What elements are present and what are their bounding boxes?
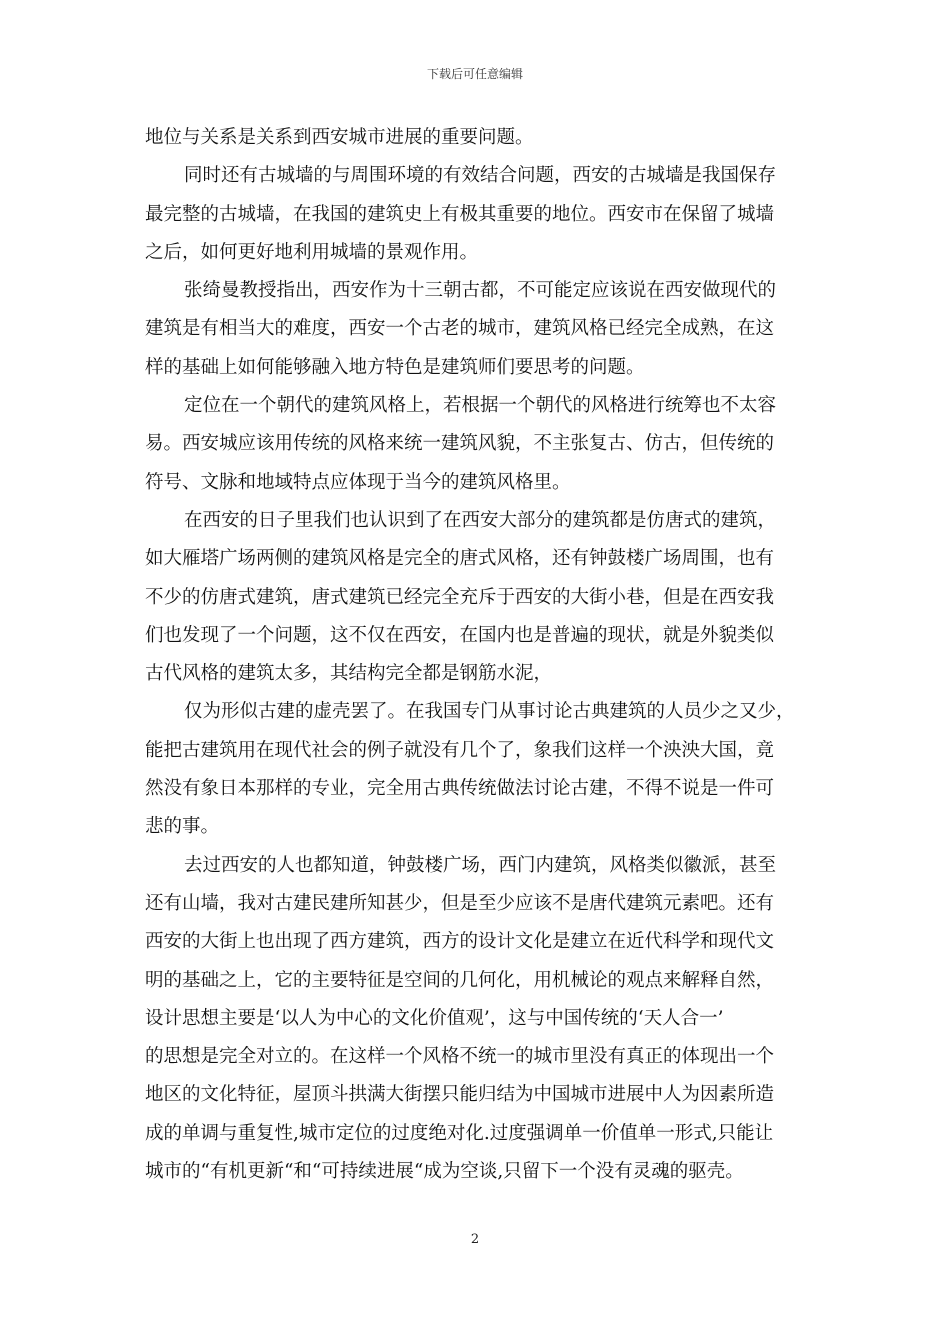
text-line: 地区的文化特征，屋顶斗拱满大街摆只能归结为中国城市进展中人为因素所造 xyxy=(145,1084,775,1106)
text-line: 设计思想主要是‘以人为中心的文化价值观’，这与中国传统的‘天人合一’ xyxy=(145,1007,724,1029)
page-number: 2 xyxy=(470,1232,480,1247)
text-line: 城市的“有机更新“和“可持续进展“成为空谈,只留下一个没有灵魂的驱壳。 xyxy=(145,1161,744,1183)
text-line: 西安的大街上也出现了西方建筑，西方的设计文化是建立在近代科学和现代文 xyxy=(145,931,775,953)
text-line: 之后，如何更好地利用城墙的景观作用。 xyxy=(145,241,479,263)
text-line: 古代风格的建筑太多，其结构完全都是钢筋水泥， xyxy=(145,663,553,685)
text-line: 然没有象日本那样的专业，完全用古典传统做法讨论古建，不得不说是一件可 xyxy=(145,778,775,800)
text-line: 成的单调与重复性,城市定位的过度绝对化.过度强调单一价值单一形式,只能让 xyxy=(145,1122,774,1144)
text-line: 明的基础之上，它的主要特征是空间的几何化，用机械论的观点来解释自然， xyxy=(145,969,775,991)
text-line: 建筑是有相当大的难度，西安一个古老的城市，建筑风格已经完全成熟，在这 xyxy=(145,318,775,340)
text-line: 同时还有古城墙的与周围环境的有效结合问题，西安的古城墙是我国保存 xyxy=(184,165,777,187)
text-line: 符号、文脉和地域特点应体现于当今的建筑风格里。 xyxy=(145,471,571,493)
document-body xyxy=(145,119,807,1191)
text-line: 如大雁塔广场两侧的建筑风格是完全的唐式风格，还有钟鼓楼广场周围，也有 xyxy=(145,548,775,570)
text-line: 在西安的日子里我们也认识到了在西安大部分的建筑都是仿唐式的建筑， xyxy=(184,509,777,531)
text-line: 最完整的古城墙，在我国的建筑史上有极其重要的地位。西安市在保留了城墙 xyxy=(145,203,775,225)
text-line: 张绮曼教授指出，西安作为十三朝古都，不可能定应该说在西安做现代的 xyxy=(184,280,777,302)
text-line: 定位在一个朝代的建筑风格上，若根据一个朝代的风格进行统筹也不太容 xyxy=(184,395,777,417)
text-line: 易。西安城应该用传统的风格来统一建筑风貌，不主张复古、仿古，但传统的 xyxy=(145,433,775,455)
text-line: 的思想是完全对立的。在这样一个风格不统一的城市里没有真正的体现出一个 xyxy=(145,1046,775,1068)
text-line: 地位与关系是关系到西安城市进展的重要问题。 xyxy=(145,127,534,148)
text-line: 还有山墙，我对古建民建所知甚少，但是至少应该不是唐代建筑元素吧。还有 xyxy=(145,892,775,914)
text-line: 样的基础上如何能够融入地方特色是建筑师们要思考的问题。 xyxy=(145,356,645,378)
text-line: 能把古建筑用在现代社会的例子就没有几个了，象我们这样一个泱泱大国，竟 xyxy=(145,739,775,761)
page-header: 下载后可任意编辑 xyxy=(426,67,523,81)
text-line: 去过西安的人也都知道，钟鼓楼广场，西门内建筑，风格类似徽派，甚至 xyxy=(184,854,777,876)
text-line: 不少的仿唐式建筑，唐式建筑已经完全充斥于西安的大街小巷，但是在西安我 xyxy=(145,586,775,608)
text-line: 悲的事。 xyxy=(145,816,220,838)
text-line: 们也发现了一个问题，这不仅在西安，在国内也是普遍的现状，就是外貌类似 xyxy=(145,624,775,646)
text-line: 仅为形似古建的虚壳罢了。在我国专门从事讨论古典建筑的人员少之又少， xyxy=(184,701,795,723)
